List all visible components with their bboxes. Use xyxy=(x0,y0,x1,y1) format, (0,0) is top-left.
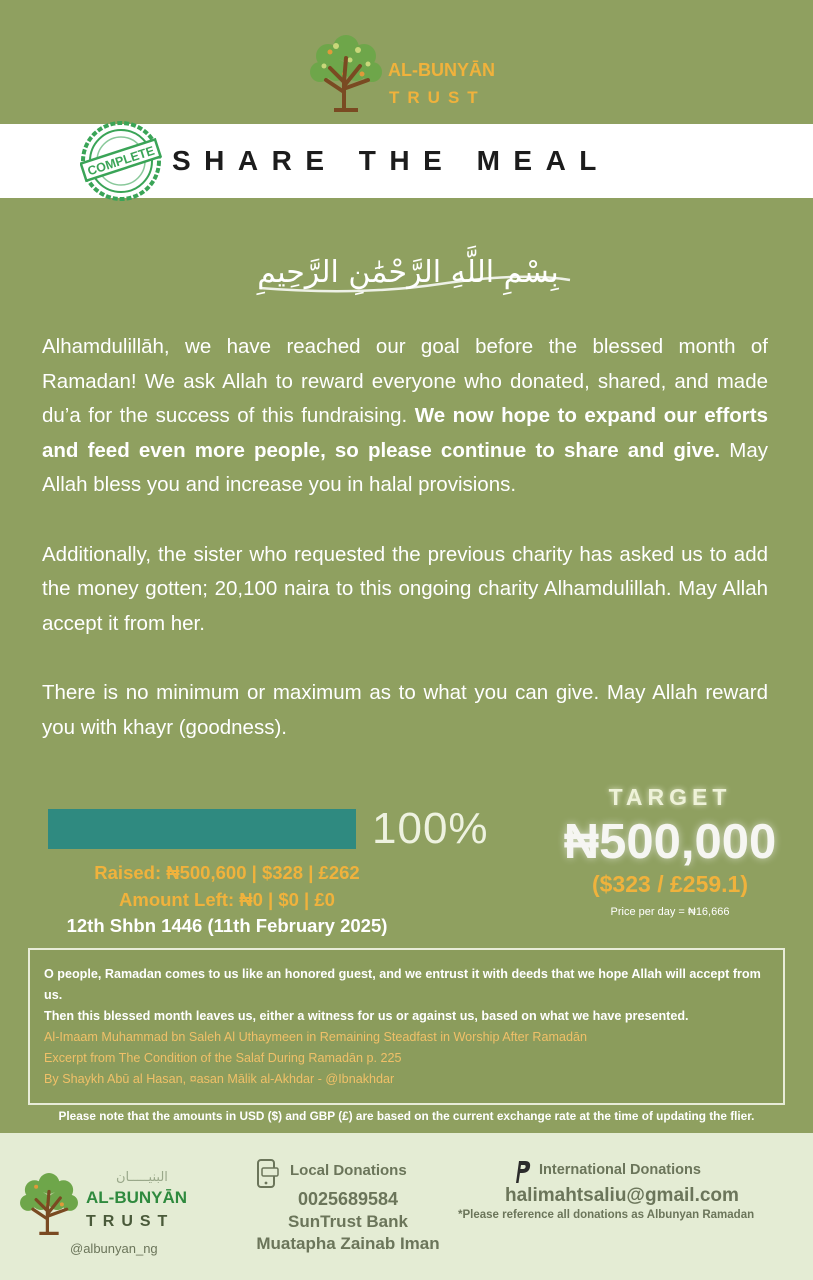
target-label: TARGET xyxy=(608,784,732,810)
international-email[interactable]: halimahtsaliu@gmail.com xyxy=(505,1185,739,1206)
title-band xyxy=(0,124,813,198)
progress-bar xyxy=(48,809,356,849)
exchange-rate-note: Please note that the amounts in USD ($) and GBP (£) are based on the current exchange rate at the time of updating the flier. xyxy=(58,1109,755,1123)
target-amount: ₦500,000 xyxy=(563,815,777,869)
stamp-text: COMPLETE xyxy=(85,143,157,179)
amount-left: Amount Left: ₦0 | $0 | £0 xyxy=(119,889,335,910)
international-heading: International Donations xyxy=(539,1162,701,1178)
quote-source-1: Al-Imaam Muhammad bn Saleh Al Uthaymeen in Remaining Steadfast in Worship After Ramadān xyxy=(44,1030,587,1044)
local-heading: Local Donations xyxy=(290,1162,407,1179)
paragraph-1-bold: We now hope to expand our efforts and feed even more people, so please continue to share and give. xyxy=(42,404,769,462)
quote-box xyxy=(28,948,785,1105)
target-alt-currency: ($323 / £259.1) xyxy=(591,871,748,897)
quote-line-1: O people, Ramadan comes to us like an honored guest, and we entrust it with deeds that we hope Allah will accept from us. xyxy=(44,967,761,1002)
tree-logo-icon xyxy=(306,30,386,112)
paragraph-1-intro: Alhamdulillāh, we have reached our goal before the blessed month of Ramadan! We ask Allah to reward everyone who donated, shared, and made du’a for the success of this fundraising. xyxy=(42,335,768,428)
header-logo xyxy=(0,30,813,114)
body-text xyxy=(42,330,768,745)
progress-fill xyxy=(48,809,356,849)
quote-source-3: By Shaykh Abū al Hasan, ¤asan Mālik al-Akhdar - @Ibnakhdar xyxy=(44,1072,395,1086)
footer-tree-logo-icon xyxy=(16,1169,82,1235)
local-bank-name: SunTrust Bank xyxy=(288,1212,408,1231)
paragraph-1-end: May Allah bless you and increase you in halal provisions. xyxy=(42,438,768,497)
basmala-calligraphy xyxy=(240,238,576,308)
footer-logo-trust: TRUST xyxy=(86,1213,175,1230)
progress-percent: 100% xyxy=(372,804,489,853)
quote-line-2: Then this blessed month leaves us, either a witness for us or against us, based on what we have presented. xyxy=(44,1009,689,1023)
footer xyxy=(0,1133,813,1280)
raised-amount: Raised: ₦500,600 | $328 | £262 xyxy=(94,862,360,883)
footer-arabic-name: البنيـــــان xyxy=(116,1169,168,1184)
local-account-holder: Muatapha Zainab Iman xyxy=(256,1234,440,1253)
target-block xyxy=(540,784,800,918)
paragraph-3: There is no minimum or maximum as to what you can give. May Allah reward you with khayr (goodness). xyxy=(42,680,768,739)
footer-logo-name: AL-BUNYĀN xyxy=(86,1188,188,1207)
update-date: 12th Shbn 1446 (11th February 2025) xyxy=(66,915,388,936)
basmala-text: بِسْمِ اللَّهِ الرَّحْمَٰنِ الرَّحِيمِ xyxy=(257,255,559,290)
paragraph-1 xyxy=(42,330,768,503)
quote-source-2: Excerpt from The Condition of the Salaf During Ramadān p. 225 xyxy=(44,1051,402,1065)
social-handle: @albunyan_ng xyxy=(70,1241,158,1256)
logo-name: AL-BUNYĀN xyxy=(388,60,495,80)
paypal-icon xyxy=(512,1159,532,1185)
page-title: SHARE THE MEAL xyxy=(172,145,610,176)
price-per-day: Price per day = ₦16,666 xyxy=(610,906,730,918)
local-account-number: 0025689584 xyxy=(297,1189,399,1209)
phone-bank-icon xyxy=(256,1159,280,1189)
international-reference: *Please reference all donations as Albunyan Ramadan xyxy=(458,1209,755,1221)
complete-stamp-icon xyxy=(80,120,162,202)
paragraph-2: Additionally, the sister who requested the previous charity has asked us to add the money gotten; 20,100 naira to this ongoing charity Alhamdulillah. May Allah accept it from her. xyxy=(42,542,768,635)
logo-trust: TRUST xyxy=(389,88,486,107)
